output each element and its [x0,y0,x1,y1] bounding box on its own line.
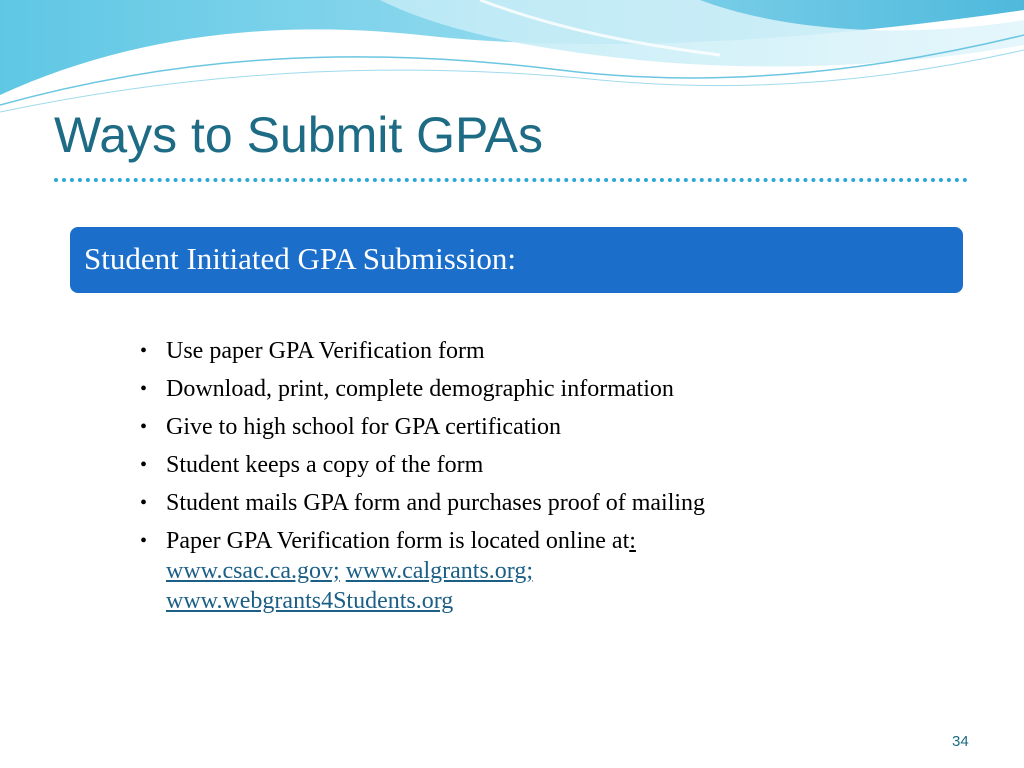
bullet-icon: • [140,454,148,476]
bullet-colon: : [629,528,636,554]
bullet-icon: • [140,492,148,514]
list-item [137,374,897,404]
bullet-list [137,336,897,624]
bullet-text: Paper GPA Verification form is located online at [166,528,630,554]
bullet-text: Download, print, complete demographic information [166,376,674,402]
list-item [137,450,897,480]
bullet-text: Student keeps a copy of the form [166,452,484,478]
bullet-icon: • [140,378,148,400]
list-item [137,488,897,518]
slide-title: Ways to Submit GPAs [54,107,544,163]
link-csac[interactable]: www.csac.ca.gov; [166,558,340,584]
bullet-icon: • [140,530,148,552]
bullet-text: Give to high school for GPA certification [166,414,562,440]
page-number: 34 [952,733,969,750]
bullet-text: Student mails GPA form and purchases proof of mailing [166,490,706,516]
list-item [137,336,897,366]
section-banner: Student Initiated GPA Submission: [70,227,963,293]
link-calgrants[interactable]: www.calgrants.org; [345,558,534,584]
bullet-icon: • [140,340,148,362]
title-divider [54,178,968,182]
bullet-text: Use paper GPA Verification form [166,338,485,364]
list-item [137,526,897,616]
bullet-icon: • [140,416,148,438]
link-webgrants[interactable]: www.webgrants4Students.org [166,588,454,614]
decorative-wave-header [0,0,1024,120]
list-item [137,412,897,442]
